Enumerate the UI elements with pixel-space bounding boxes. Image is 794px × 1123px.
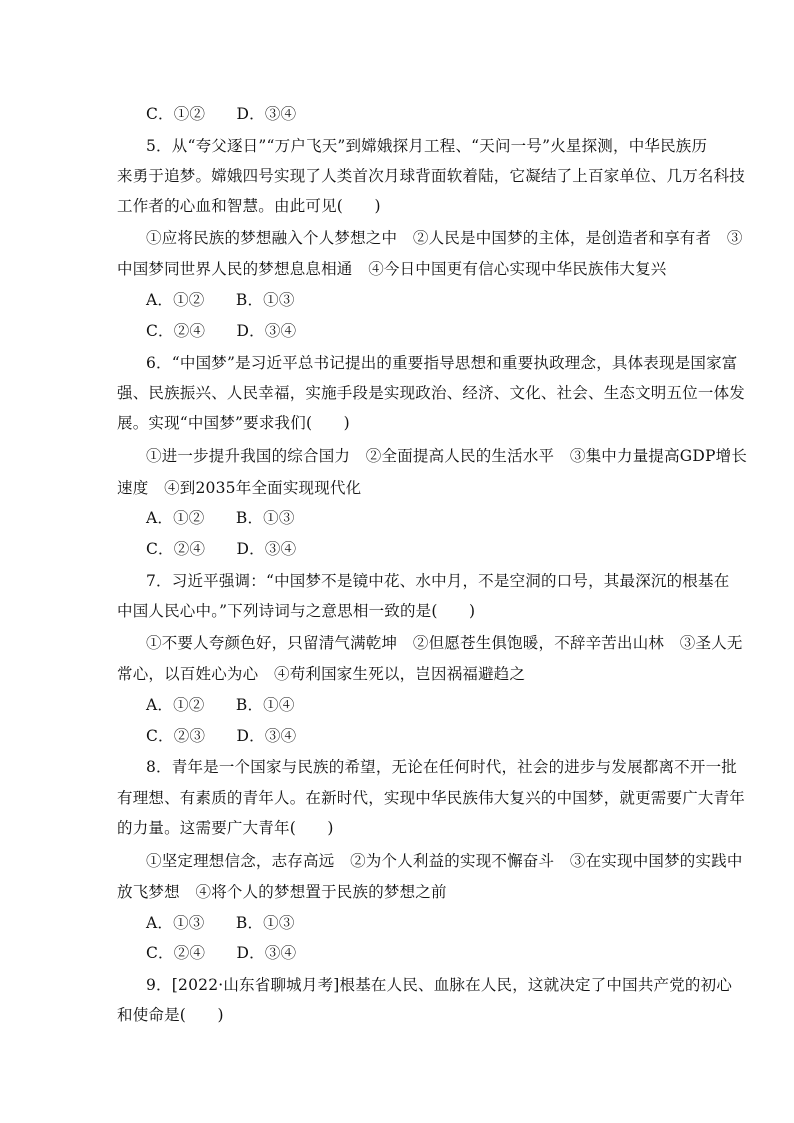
question-6-choices-line-1: ①进一步提升我国的综合国力 ②全面提高人民的生活水平 ③集中力量提高GDP增长 <box>146 447 748 465</box>
question-7-options-cd: C．②③ D．③④ <box>146 727 297 745</box>
question-6-line-1: 6．“中国梦”是习近平总书记提出的重要指导思想和重要执政理念，具体表现是国家富 <box>146 354 738 372</box>
question-8-choices-line-2: 放飞梦想 ④将个人的梦想置于民族的梦想之前 <box>117 883 447 901</box>
question-5-options-ab: A．①② B．①③ <box>146 291 295 309</box>
question-9-line-2: 和使命是( ) <box>117 1006 224 1024</box>
question-5-choices-line-2: 中国梦同世界人民的梦想息息相通 ④今日中国更有信心实现中华民族伟大复兴 <box>117 260 667 278</box>
question-8-choices-line-1: ①坚定理想信念，志存高远 ②为个人利益的实现不懈奋斗 ③在实现中国梦的实践中 <box>146 852 743 870</box>
question-8-options-cd: C．②④ D．③④ <box>146 944 297 962</box>
question-8-options-ab: A．①③ B．①③ <box>146 914 295 932</box>
question-8-line-2: 有理想、有素质的青年人。在新时代，实现中华民族伟大复兴的中国梦，就更需要广大青年 <box>117 789 746 807</box>
question-6-line-3: 展。实现“中国梦”要求我们( ) <box>117 414 350 432</box>
question-5-options-cd: C．②④ D．③④ <box>146 322 297 340</box>
question-6-choices-line-2: 速度 ④到2035年全面实现现代化 <box>117 479 362 497</box>
question-8-line-3: 的力量。这需要广大青年( ) <box>117 819 334 837</box>
question-9-line-1: 9．[2022·山东省聊城月考]根基在人民、血脉在人民，这就决定了中国共产党的初心 <box>146 976 733 994</box>
question-5-line-3: 工作者的心血和智慧。由此可见( ) <box>117 197 381 215</box>
question-7-options-ab: A．①② B．①④ <box>146 696 295 714</box>
option-line: C．①② D．③④ <box>146 105 297 123</box>
question-7-line-2: 中国人民心中。”下列诗词与之意思相一致的是( ) <box>117 602 476 620</box>
question-7-choices-line-1: ①不要人夸颜色好，只留清气满乾坤 ②但愿苍生俱饱暖，不辞辛苦出山林 ③圣人无 <box>146 634 743 652</box>
question-6-line-2: 强、民族振兴、人民幸福，实施手段是实现政治、经济、文化、社会、生态文明五位一体发 <box>117 384 746 402</box>
question-7-choices-line-2: 常心，以百姓心为心 ④苟利国家生死以，岂因祸福避趋之 <box>117 665 526 683</box>
question-8-line-1: 8．青年是一个国家与民族的希望，无论在任何时代，社会的进步与发展都离不开一批 <box>146 758 737 776</box>
question-5-choices-line-1: ①应将民族的梦想融入个人梦想之中 ②人民是中国梦的主体，是创造者和享有者 ③ <box>146 229 743 247</box>
question-5-line-2: 来勇于追梦。嫦娥四号实现了人类首次月球背面软着陆，它凝结了上百家单位、几万名科技 <box>117 167 746 185</box>
question-5-line-1: 5．从“夸父逐日”“万户飞天”到嫦娥探月工程、“天问一号”火星探测，中华民族历 <box>146 137 708 155</box>
question-6-options-cd: C．②④ D．③④ <box>146 540 297 558</box>
question-7-line-1: 7．习近平强调：“中国梦不是镜中花、水中月，不是空洞的口号，其最深沉的根基在 <box>146 572 730 590</box>
question-6-options-ab: A．①② B．①③ <box>146 509 295 527</box>
